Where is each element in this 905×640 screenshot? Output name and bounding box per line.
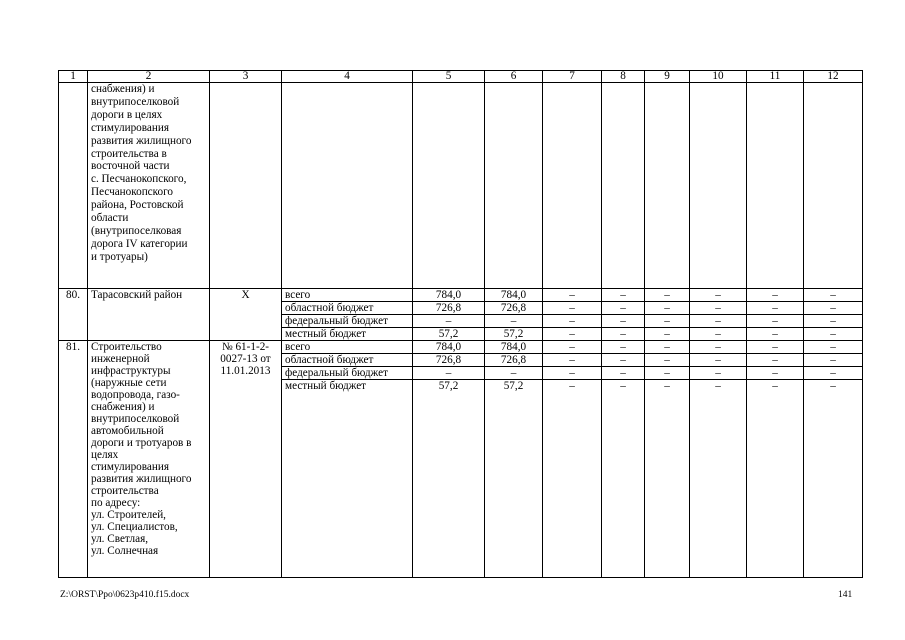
value-cell: –: [804, 341, 863, 354]
col-header: 11: [747, 71, 804, 83]
row-document: № 61-1-2- 0027-13 от 11.01.2013: [210, 341, 282, 578]
value-cell: –: [645, 289, 690, 302]
value-cell: –: [690, 328, 747, 341]
value-cell: –: [543, 289, 602, 302]
value-cell: –: [602, 328, 645, 341]
value-cell: –: [485, 315, 543, 328]
col-header: 2: [88, 71, 210, 83]
empty-cell: [747, 83, 804, 289]
value-cell: –: [804, 354, 863, 367]
value-cell: –: [747, 289, 804, 302]
value-cell: 57,2: [413, 328, 485, 341]
value-cell: 726,8: [485, 354, 543, 367]
value-cell: –: [747, 380, 804, 578]
col-header: 4: [282, 71, 413, 83]
value-cell: –: [747, 341, 804, 354]
funding-source: местный бюджет: [282, 380, 413, 578]
value-cell: –: [543, 367, 602, 380]
value-cell: –: [602, 354, 645, 367]
value-cell: –: [804, 289, 863, 302]
funding-source: областной бюджет: [282, 302, 413, 315]
value-cell: –: [485, 367, 543, 380]
funding-source: федеральный бюджет: [282, 367, 413, 380]
funding-source: всего: [282, 289, 413, 302]
value-cell: –: [804, 328, 863, 341]
value-cell: –: [543, 341, 602, 354]
value-cell: –: [690, 354, 747, 367]
page-number: 141: [838, 590, 853, 600]
value-cell: 57,2: [413, 380, 485, 578]
value-cell: –: [747, 367, 804, 380]
funding-source: всего: [282, 341, 413, 354]
row-name: Строительство инженерной инфраструктуры (наружные сети водопровода, газо- снабжения) и внутрипоселковой автомобильной дороги и тротуаров в целях стимулирования развития жилищного строительства по адресу: ул. Строителей, ул. Специалистов, ул. Светлая, ул. Солнечная: [88, 341, 210, 578]
col-header: 10: [690, 71, 747, 83]
value-cell: –: [690, 367, 747, 380]
value-cell: –: [602, 367, 645, 380]
empty-cell: [210, 83, 282, 289]
value-cell: –: [645, 302, 690, 315]
funding-source: федеральный бюджет: [282, 315, 413, 328]
value-cell: –: [804, 367, 863, 380]
value-cell: –: [645, 354, 690, 367]
value-cell: –: [690, 315, 747, 328]
value-cell: –: [747, 328, 804, 341]
value-cell: –: [804, 302, 863, 315]
budget-table: [58, 70, 863, 578]
value-cell: –: [747, 302, 804, 315]
value-cell: –: [543, 354, 602, 367]
value-cell: –: [602, 289, 645, 302]
value-cell: –: [645, 315, 690, 328]
funding-source: областной бюджет: [282, 354, 413, 367]
continuation-num-cell: [59, 83, 88, 289]
col-header: 12: [804, 71, 863, 83]
value-cell: –: [602, 302, 645, 315]
value-cell: –: [543, 328, 602, 341]
footer-file-path: Z:\ORST\Ppo\0623p410.f15.docx: [60, 590, 190, 600]
value-cell: –: [645, 367, 690, 380]
col-header: 1: [59, 71, 88, 83]
funding-source: местный бюджет: [282, 328, 413, 341]
value-cell: 57,2: [485, 380, 543, 578]
value-cell: –: [602, 380, 645, 578]
value-cell: 726,8: [413, 354, 485, 367]
empty-cell: [602, 83, 645, 289]
column-number-header-row: [59, 71, 863, 83]
value-cell: 784,0: [413, 289, 485, 302]
value-cell: –: [543, 315, 602, 328]
continuation-row: [59, 83, 863, 289]
value-cell: 726,8: [413, 302, 485, 315]
empty-cell: [645, 83, 690, 289]
value-cell: 784,0: [485, 289, 543, 302]
value-cell: 784,0: [485, 341, 543, 354]
table-row: [59, 341, 863, 354]
value-cell: –: [645, 380, 690, 578]
table-row: [59, 289, 863, 302]
empty-cell: [690, 83, 747, 289]
value-cell: –: [690, 289, 747, 302]
empty-cell: [282, 83, 413, 289]
value-cell: –: [645, 341, 690, 354]
value-cell: 726,8: [485, 302, 543, 315]
empty-cell: [485, 83, 543, 289]
value-cell: –: [413, 315, 485, 328]
value-cell: –: [602, 315, 645, 328]
col-header: 8: [602, 71, 645, 83]
value-cell: –: [690, 380, 747, 578]
continuation-name-cell: снабжения) и внутрипоселковой дороги в целях стимулирования развития жилищного строительства в восточной части с. Песчанокопского, Песчанокопского района, Ростовской области (внутрипоселковая дорога IV категории и тротуары): [88, 83, 210, 289]
row-document: Х: [210, 289, 282, 341]
value-cell: –: [645, 328, 690, 341]
row-name: Тарасовский район: [88, 289, 210, 341]
value-cell: –: [543, 380, 602, 578]
value-cell: 784,0: [413, 341, 485, 354]
value-cell: –: [804, 380, 863, 578]
value-cell: –: [543, 302, 602, 315]
value-cell: –: [690, 341, 747, 354]
col-header: 6: [485, 71, 543, 83]
value-cell: –: [747, 315, 804, 328]
col-header: 9: [645, 71, 690, 83]
col-header: 7: [543, 71, 602, 83]
value-cell: –: [804, 315, 863, 328]
empty-cell: [543, 83, 602, 289]
value-cell: –: [413, 367, 485, 380]
col-header: 3: [210, 71, 282, 83]
col-header: 5: [413, 71, 485, 83]
empty-cell: [413, 83, 485, 289]
row-number: 80.: [59, 289, 88, 341]
value-cell: –: [747, 354, 804, 367]
value-cell: –: [602, 341, 645, 354]
value-cell: –: [690, 302, 747, 315]
empty-cell: [804, 83, 863, 289]
row-number: 81.: [59, 341, 88, 578]
value-cell: 57,2: [485, 328, 543, 341]
